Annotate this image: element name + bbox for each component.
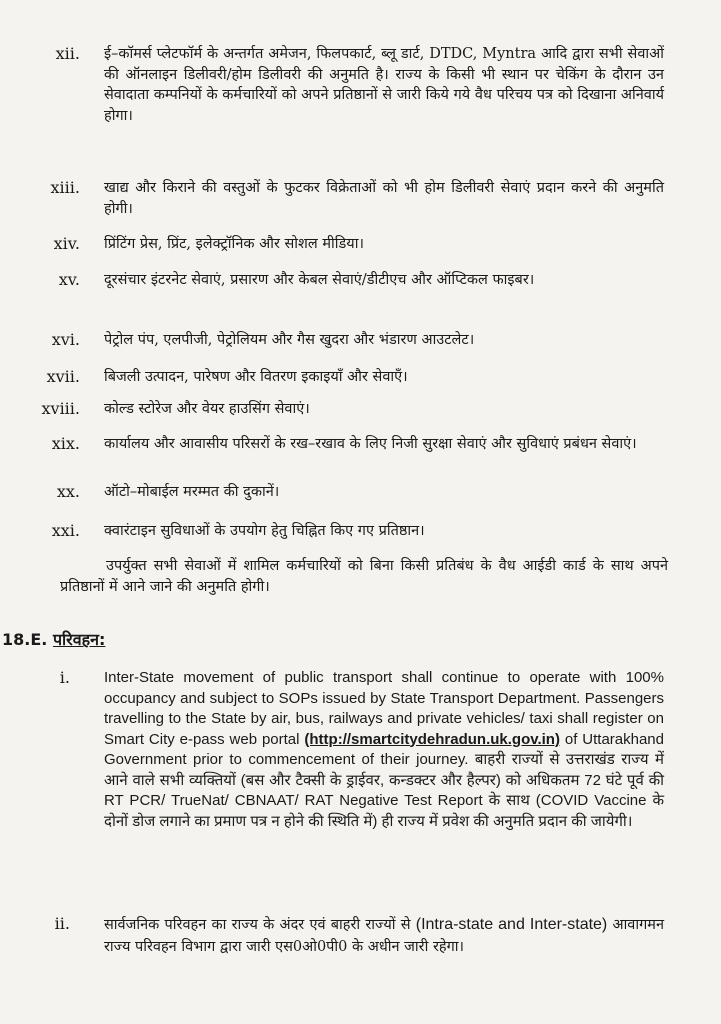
item-text: कोल्ड स्टोरेज और वेयर हाउसिंग सेवाएं।: [104, 401, 310, 417]
item-number: xii.: [55, 44, 80, 63]
item-number: xviii.: [41, 399, 80, 418]
item-number: xvii.: [46, 367, 80, 386]
item-text: प्रिंटिंग प्रेस, प्रिंट, इलेक्ट्रॉनिक और सोशल मीडिया।: [104, 236, 364, 252]
item-number: ii.: [54, 914, 70, 933]
item-text: बिजली उत्पादन, पारेषण और वितरण इकाइयाँ और सेवाएँ।: [104, 369, 408, 385]
section-number: 18.E.: [2, 630, 48, 649]
section-heading: [2, 628, 105, 650]
section-title: परिवहन:: [52, 630, 106, 649]
item-text: [104, 668, 664, 832]
item-number: xxi.: [51, 521, 80, 540]
item-number: xx.: [56, 482, 80, 501]
transport-text-b: (Intra-state and Inter-state): [415, 916, 608, 933]
item-text: पेट्रोल पंप, एलपीजी, पेट्रोलियम और गैस खुदरा और भंडारण आउटलेट।: [104, 332, 475, 348]
item-number: xiv.: [53, 234, 80, 253]
item-number: xix.: [51, 434, 80, 453]
item-text: दूरसंचार इंटरनेट सेवाएं, प्रसारण और केबल सेवाएं/डीटीएच और ऑप्टिकल फाइबर।: [104, 272, 535, 288]
item-text: ई–कॉमर्स प्लेटफॉर्म के अन्तर्गत अमेजन, फिलपकार्ट, ब्लू डार्ट, DTDC, Myntra आदि द्वारा सभी सेवाओं की ऑनलाइन डिलीवरी/होम डिलीवरी की अनुमति है। राज्य के किसी भी स्थान पर चेकिंग के दौरान उन सेवादाता कम्पनियों के कर्मचारियों को अपने प्रतिष्ठानों से जारी किये गये वैध परिचय पत्र को दिखाना अनिवार्य होगा।: [104, 46, 664, 124]
item-text: ऑटो–मोबाईल मरम्मत की दुकानें।: [104, 484, 280, 500]
item-number: xv.: [58, 270, 80, 289]
transport-text-2: of Uttarakhand Government prior to commencement of their journey. बाहरी राज्यों से उत्तराखंड राज्य में आने वाले सभी व्यक्तियों (बस और टैक्सी के ड्राईवर, कन्डक्टर और हैल्पर) को अधिकतम 72 घंटे पूर्व की RT PCR/ TrueNat/ CBNAAT/ RAT Negative Test Report के साथ (COVID Vaccine के दोनों डोज लगाने का प्रमाण पत्र न होने की स्थिति में) ही राज्य में प्रवेश की अनुमति प्रदान की जायेगी।: [104, 730, 664, 830]
closing-paragraph: उपर्युक्त सभी सेवाओं में शामिल कर्मचारियों को बिना किसी प्रतिबंध के वैध आईडी कार्ड के साथ अपने प्रतिष्ठानों में आने जाने की अनुमति होगी।: [60, 558, 668, 595]
item-text: क्वारंटाइन सुविधाओं के उपयोग हेतु चिह्नित किए गए प्रतिष्ठान।: [104, 523, 425, 539]
e-pass-portal-link[interactable]: (http://smartcitydehradun.uk.gov.in): [304, 730, 560, 748]
item-text: खाद्य और किराने की वस्तुओं के फुटकर विक्रेताओं को भी होम डिलीवरी सेवाएं प्रदान करने की अनुमति होगी।: [104, 180, 664, 217]
item-text: कार्यालय और आवासीय परिसरों के रख–रखाव के लिए निजी सुरक्षा सेवाएं और सुविधाएं प्रबंधन सेवाएं।: [104, 436, 637, 452]
transport-text-1: Inter-State movement of public transport shall continue to operate with 100% occupancy and subject to SOPs issued by State Transport Department. Passengers travelling to the State by air, bus, railways and private vehicles/ taxi shall register on Smart City e-pass web portal: [104, 669, 664, 748]
transport-text-c: आवागमन राज्य परिवहन विभाग द्वारा जारी एस0ओ0पी0 के अधीन जारी रहेगा।: [104, 917, 665, 955]
item-text: [104, 914, 664, 958]
item-number: xvi.: [51, 330, 80, 349]
item-number: xiii.: [50, 178, 80, 197]
item-number: i.: [59, 668, 70, 687]
transport-text-a: सार्वजनिक परिवहन का राज्य के अंदर एवं बाहरी राज्यों से: [104, 917, 411, 933]
